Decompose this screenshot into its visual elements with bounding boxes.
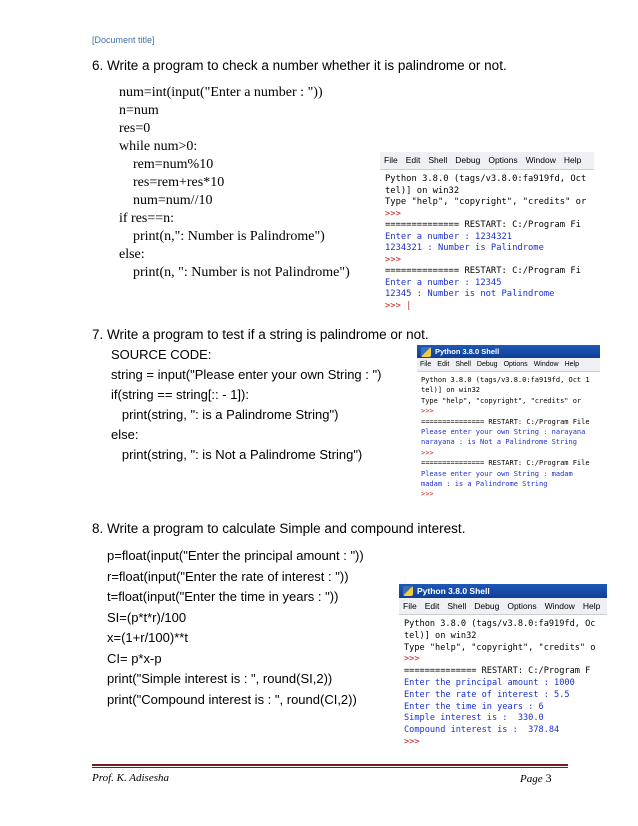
code-line: else: <box>119 247 145 262</box>
shell-line: Enter the time in years : 6 <box>404 701 544 712</box>
shell-menu-window[interactable]: Window <box>533 361 559 368</box>
shell-line: Python 3.8.0 (tags/v3.8.0:fa919fd, Oct 1 <box>421 376 590 384</box>
shell-menu-options[interactable]: Options <box>503 361 528 368</box>
shell-output <box>399 615 607 744</box>
shell-menu-file[interactable]: File <box>420 361 432 368</box>
python-logo-icon <box>421 347 431 357</box>
shell-menu-help[interactable]: Help <box>564 361 579 368</box>
shell-menu-window[interactable]: Window <box>525 155 556 165</box>
code-line: p=float(input("Enter the principal amount : ")) <box>107 548 364 563</box>
code-line: while num>0: <box>119 139 198 154</box>
footer-page-number <box>520 771 552 786</box>
shell-menu-shell[interactable]: Shell <box>455 361 471 368</box>
shell-titlebar <box>399 584 607 598</box>
question-7-title: 7. Write a program to test if a string is palindrome or not. <box>92 327 429 342</box>
question-7-code <box>111 345 381 465</box>
shell-line: narayana : is Not a Palindrome String <box>421 438 577 447</box>
shell-menu-edit[interactable]: Edit <box>437 361 450 368</box>
code-line: if res==n: <box>119 211 175 226</box>
code-line: if(string == string[:: - 1]): <box>111 387 249 402</box>
shell-menu-help[interactable]: Help <box>582 601 601 611</box>
question-6-code <box>119 84 350 282</box>
shell-line: 1234321 : Number is Palindrome <box>385 243 544 253</box>
shell-line: >>> <box>421 448 434 457</box>
question-8-title: 8. Write a program to calculate Simple and compound interest. <box>92 521 466 536</box>
shell-line: Please enter your own String : madam <box>421 469 573 478</box>
code-line: res=rem+res*10 <box>119 175 225 190</box>
shell-line: >>> <box>421 407 434 416</box>
shell-menu-debug[interactable]: Debug <box>474 601 500 611</box>
shell-line: >>> | <box>385 300 412 310</box>
shell-menubar <box>417 358 600 372</box>
code-line: num=num//10 <box>119 193 213 208</box>
shell-line: Python 3.8.0 (tags/v3.8.0:fa919fd, Oc <box>404 619 596 629</box>
shell-line: Compound interest is : 378.84 <box>404 725 560 736</box>
shell-line: Type "help", "copyright", "credits" or <box>421 396 582 405</box>
code-line: num=int(input("Enter a number : ")) <box>119 85 323 100</box>
shell-menu-help[interactable]: Help <box>563 155 582 165</box>
code-line: SI=(p*t*r)/100 <box>107 609 187 625</box>
page-label: Page <box>520 773 543 785</box>
shell-menu-options[interactable]: Options <box>507 601 537 611</box>
shell-line: Type "help", "copyright", "credits" or <box>385 197 587 207</box>
shell-line: >>> <box>404 654 420 665</box>
shell-menu-window[interactable]: Window <box>544 601 575 611</box>
shell-line: >>> <box>385 208 401 219</box>
question-8-code <box>107 546 364 710</box>
shell-menu-options[interactable]: Options <box>488 155 518 165</box>
code-line: print("Compound interest is : ", round(CI,2)) <box>107 691 357 707</box>
python-shell-screenshot-3 <box>399 584 607 744</box>
shell-line: ============== RESTART: C:/Program Fi <box>385 220 581 230</box>
shell-line: Please enter your own String : narayana <box>421 428 586 437</box>
shell-title: Python 3.8.0 Shell <box>435 347 500 356</box>
shell-titlebar <box>417 345 600 358</box>
code-line: print(n,": Number is Palindrome") <box>119 229 325 244</box>
document-title: [Document title] <box>92 35 155 45</box>
code-line: res=0 <box>119 121 151 136</box>
shell-menu-edit[interactable]: Edit <box>424 601 440 611</box>
shell-line: Enter the rate of interest : 5.5 <box>404 689 570 700</box>
code-line: else: <box>111 427 139 442</box>
shell-menu-file[interactable]: File <box>384 155 398 165</box>
shell-menu-shell[interactable]: Shell <box>428 155 448 165</box>
shell-line: madam : is a Palindrome String <box>421 480 548 489</box>
code-line: n=num <box>119 103 159 118</box>
code-line: print("Simple interest is : ", round(SI,2)) <box>107 671 333 686</box>
shell-line: =============== RESTART: C:/Program File <box>421 459 590 468</box>
shell-menu-shell[interactable]: Shell <box>447 601 467 611</box>
page-number: 3 <box>545 771 552 785</box>
shell-menu-edit[interactable]: Edit <box>405 155 421 165</box>
shell-line: Enter a number : 1234321 <box>385 231 513 242</box>
shell-line: tel)] on win32 <box>385 185 460 196</box>
shell-menubar <box>399 598 607 615</box>
code-line: x=(1+r/100)**t <box>107 630 188 645</box>
shell-line: >>> <box>404 736 420 744</box>
shell-title: Python 3.8.0 Shell <box>417 586 490 596</box>
shell-output <box>417 372 600 497</box>
shell-line: Type "help", "copyright", "credits" o <box>404 642 596 653</box>
shell-line: Enter the principal amount : 1000 <box>404 677 575 688</box>
code-line: print(string, ": is Not a Palindrome String") <box>111 447 363 462</box>
code-line: print(n, ": Number is not Palindrome") <box>119 265 350 280</box>
shell-line: =============== RESTART: C:/Program File <box>421 417 590 426</box>
shell-line: Simple interest is : 330.0 <box>404 713 544 724</box>
code-line: string = input("Please enter your own String : ") <box>111 367 382 382</box>
shell-output <box>380 170 594 310</box>
shell-line: ============== RESTART: C:/Program F <box>404 666 591 677</box>
shell-line: >>> <box>421 490 434 497</box>
shell-line: Enter a number : 12345 <box>385 277 502 288</box>
shell-menu-debug[interactable]: Debug <box>455 155 481 165</box>
footer-author: Prof. K. Adisesha <box>92 772 170 784</box>
shell-menubar <box>380 152 594 170</box>
shell-line: tel)] on win32 <box>404 630 477 641</box>
shell-line: tel)] on win32 <box>421 386 481 395</box>
code-line: t=float(input("Enter the time in years : ")) <box>107 589 339 604</box>
python-shell-screenshot-2 <box>417 345 600 497</box>
code-line: SOURCE CODE: <box>111 347 212 362</box>
shell-line: Python 3.8.0 (tags/v3.8.0:fa919fd, Oct <box>385 174 587 184</box>
shell-menu-file[interactable]: File <box>403 601 417 611</box>
code-line: print(string, ": is a Palindrome String") <box>111 407 339 422</box>
shell-menu-debug[interactable]: Debug <box>476 361 498 368</box>
footer-rule <box>92 764 568 766</box>
code-line: r=float(input("Enter the rate of interest : ")) <box>107 568 349 584</box>
code-line: CI= p*x-p <box>107 650 162 666</box>
footer-rule-thin <box>92 767 568 768</box>
python-shell-screenshot-1 <box>380 152 594 310</box>
question-6-title: 6. Write a program to check a number whether it is palindrome or not. <box>92 58 507 73</box>
shell-line: 12345 : Number is not Palindrome <box>385 289 555 299</box>
shell-line: >>> <box>385 254 401 265</box>
python-logo-icon <box>403 586 413 596</box>
code-line: rem=num%10 <box>119 157 214 172</box>
shell-line: ============== RESTART: C:/Program Fi <box>385 266 581 276</box>
